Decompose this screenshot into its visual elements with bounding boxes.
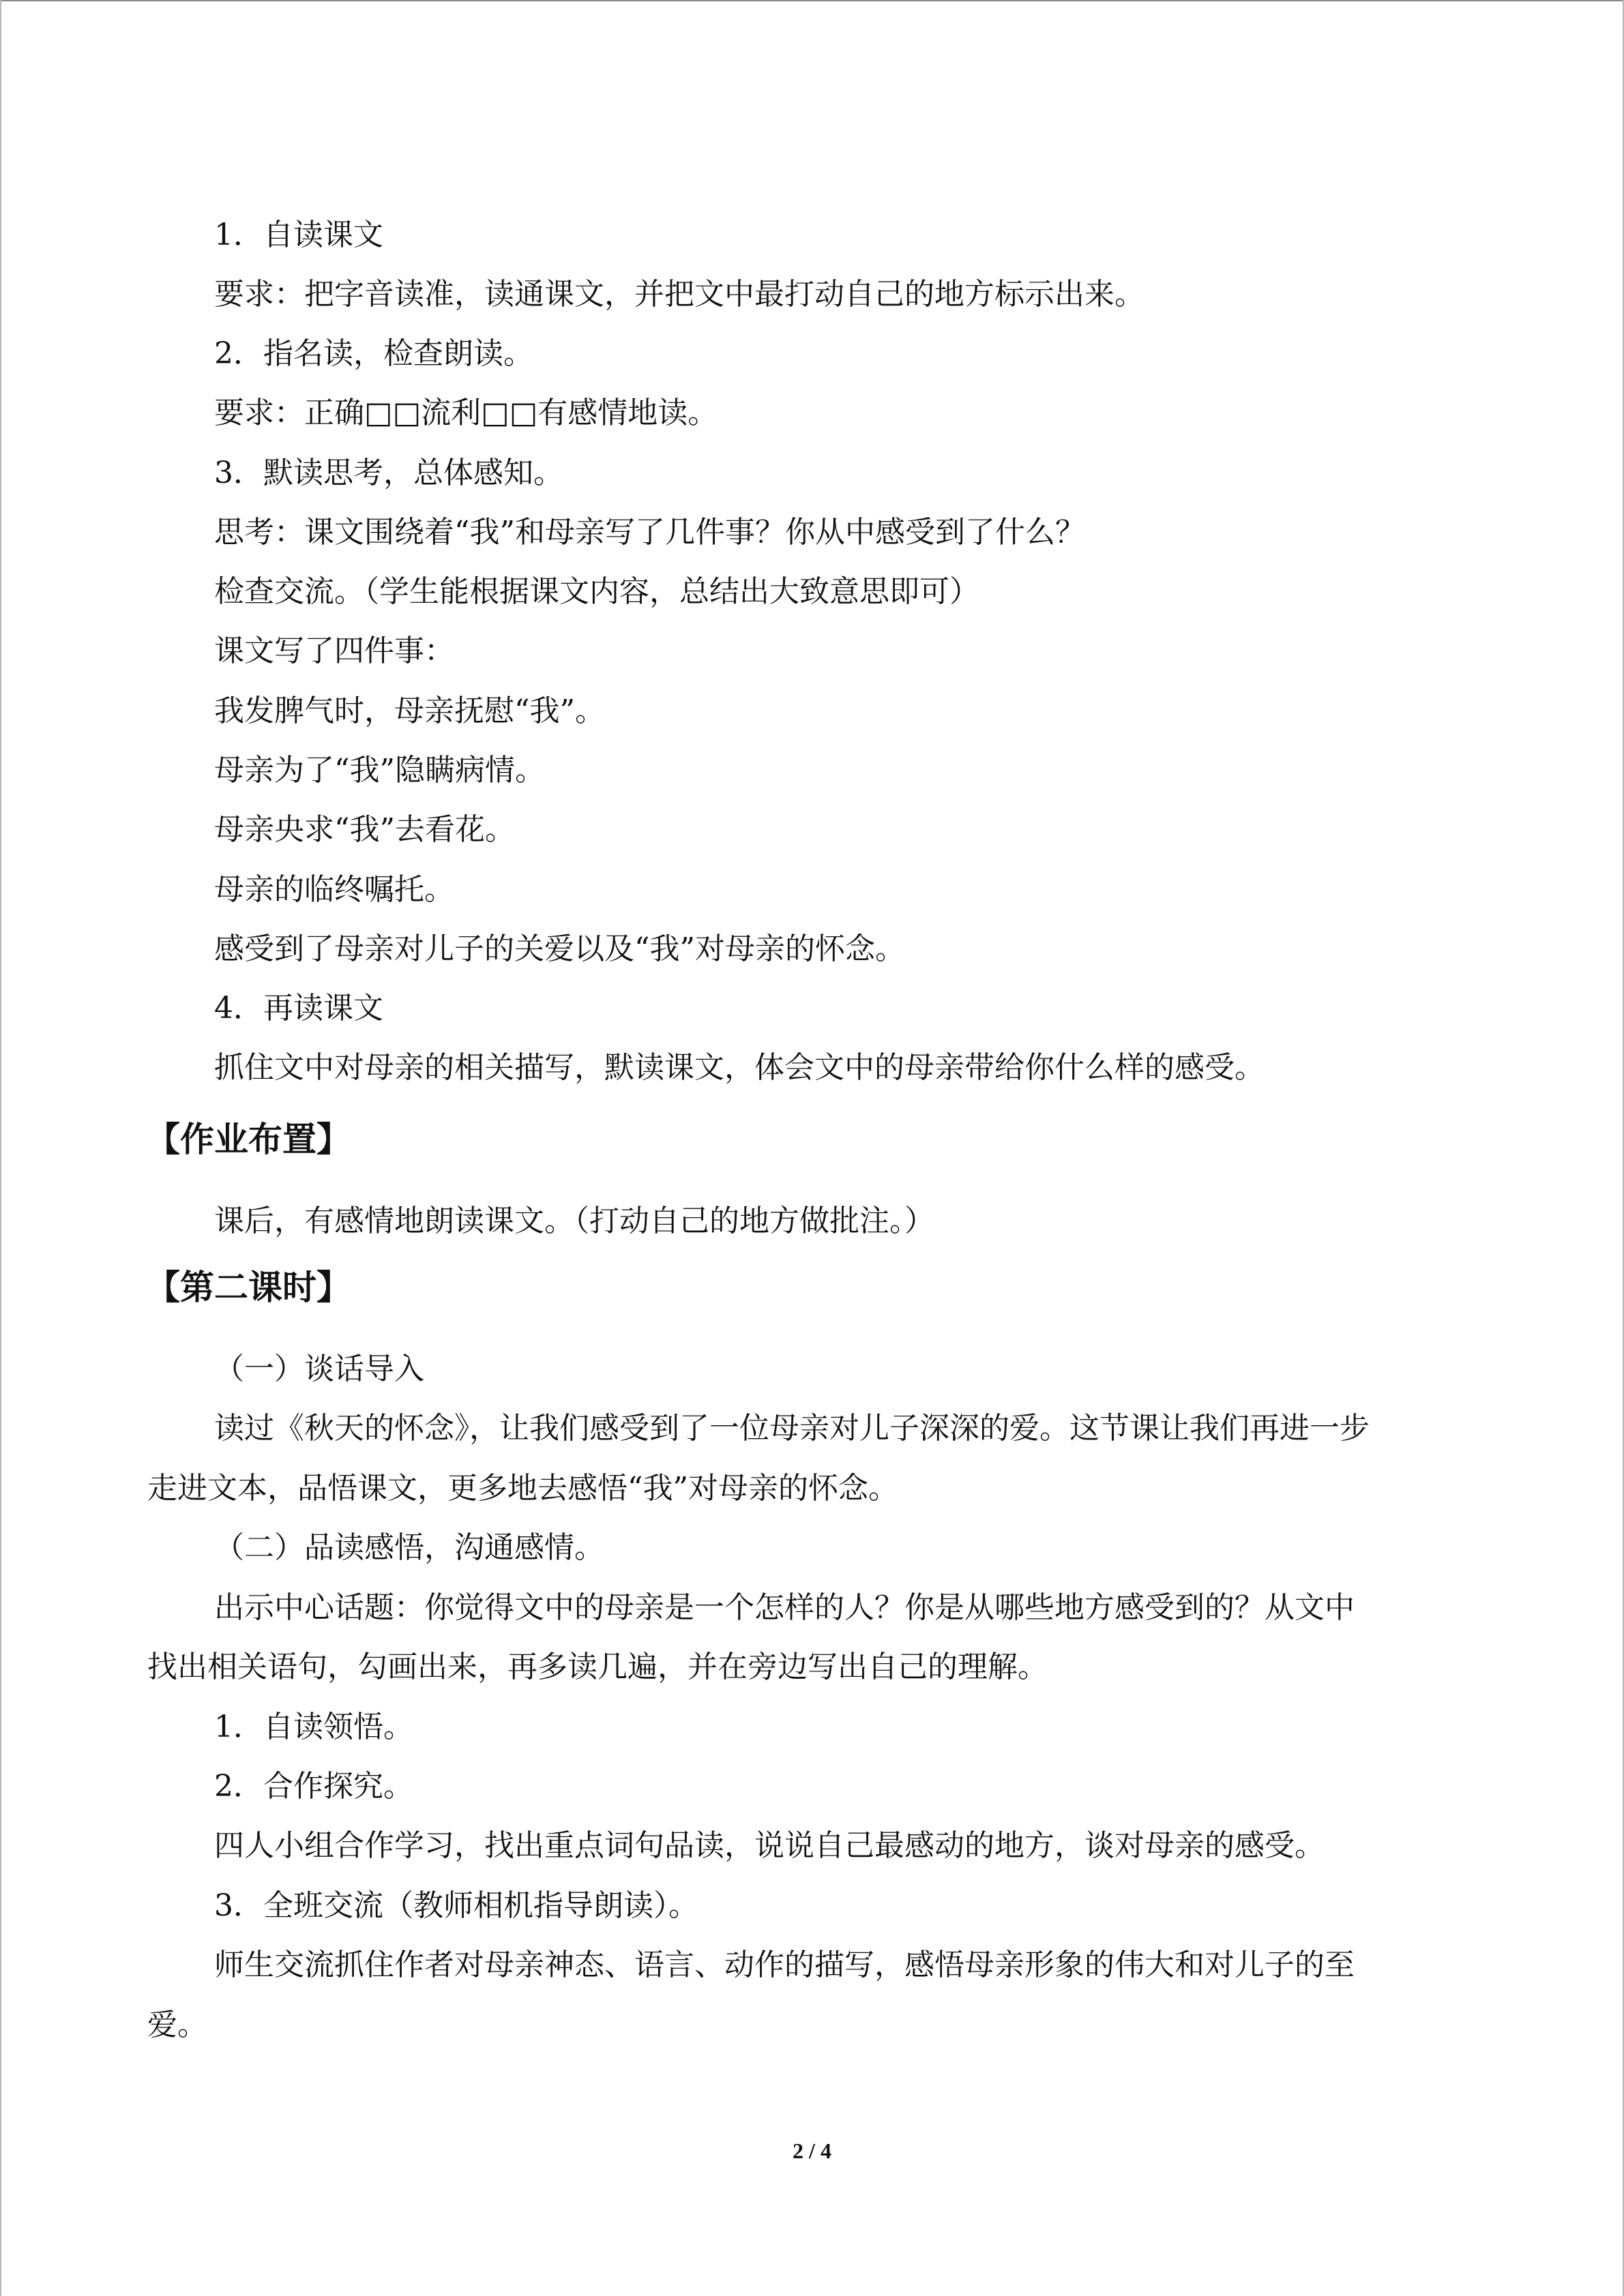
step3-question: 思考：课文围绕着“我”和母亲写了几件事？你从中感受到了什么？	[214, 515, 1085, 550]
page-top-border	[0, 0, 1624, 1]
topic-text: 出示中心话题：你觉得文中的母亲是一个怎样的人？你是从哪些地方感受到的？从文中	[214, 1590, 1355, 1625]
part1-title: （一）谈话导入	[214, 1352, 424, 1386]
event-item: 母亲的临终嘱托。	[214, 872, 454, 907]
event-item: 我发脾气时，母亲抚慰“我”。	[214, 694, 605, 728]
item3-title: 3．全班交流（教师相机指导朗读）。	[214, 1888, 698, 1923]
topic-text-continued: 找出相关语句，勾画出来，再多读几遍，并在旁边写出自己的理解。	[147, 1650, 1048, 1684]
step4-title: 4．再读课文	[214, 991, 383, 1026]
step1-title: 1．自读课文	[214, 218, 383, 252]
event-item: 母亲央求“我”去看花。	[214, 812, 515, 847]
step3-title: 3．默读思考，总体感知。	[214, 456, 563, 490]
item2-text: 四人小组合作学习，找出重点词句品读，说说自己最感动的地方，谈对母亲的感受。	[214, 1828, 1325, 1863]
homework-text: 课后，有感情地朗读课文。（打动自己的地方做批注。）	[214, 1204, 934, 1238]
item3-text: 师生交流抓住作者对母亲神态、语言、动作的描写，感悟母亲形象的伟大和对儿子的至	[214, 1948, 1355, 1982]
item1-title: 1．自读领悟。	[214, 1710, 413, 1744]
step4-text: 抓住文中对母亲的相关描写，默读课文，体会文中的母亲带给你什么样的感受。	[214, 1050, 1265, 1085]
second-lesson-heading: 【第二课时】	[146, 1268, 351, 1307]
item2-title: 2．合作探究。	[214, 1769, 413, 1804]
event-item: 母亲为了“我”隐瞒病情。	[214, 753, 545, 788]
events-intro: 课文写了四件事：	[214, 633, 454, 668]
item3-text-continued: 爱。	[147, 2008, 207, 2042]
step3-check: 检查交流。（学生能根据课文内容，总结出大致意思即可）	[214, 574, 979, 609]
page-left-border	[0, 0, 1, 2296]
part1-text: 读过《秋天的怀念》，让我们感受到了一位母亲对儿子深深的爱。这节课让我们再进一步	[214, 1411, 1370, 1446]
part2-title: （二）品读感悟，沟通感情。	[214, 1530, 604, 1565]
step2-title: 2．指名读，检查朗读。	[214, 336, 533, 371]
step1-requirement: 要求：把字音读准，读通课文，并把文中最打动自己的地方标示出来。	[214, 277, 1145, 312]
homework-heading: 【作业布置】	[146, 1120, 351, 1159]
feeling-summary: 感受到了母亲对儿子的关爱以及“我”对母亲的怀念。	[214, 931, 905, 966]
part1-text-continued: 走进文本，品悟课文，更多地去感悟“我”对母亲的怀念。	[147, 1471, 898, 1506]
step2-requirement: 要求：正确□□流利□□有感情地读。	[214, 396, 718, 430]
page-number: 2 / 4	[793, 2138, 831, 2163]
